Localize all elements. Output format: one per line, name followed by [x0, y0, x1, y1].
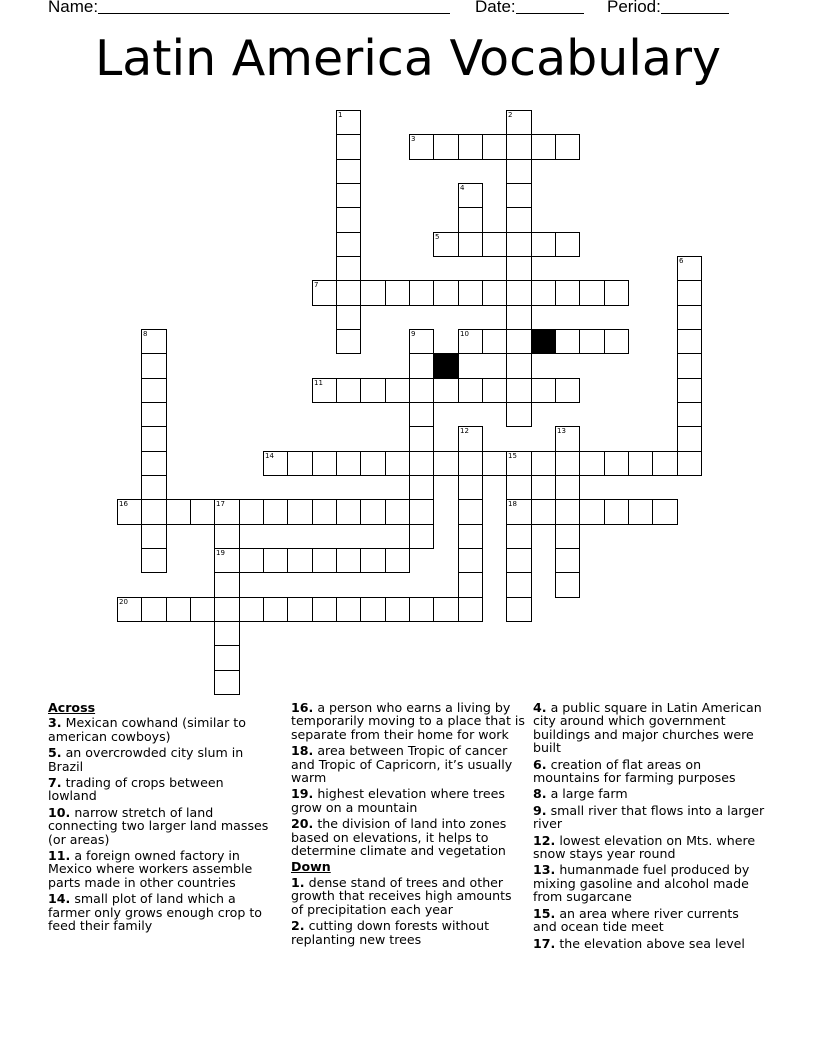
grid-cell[interactable]	[385, 597, 410, 622]
grid-cell[interactable]	[336, 305, 361, 330]
grid-cell[interactable]	[312, 280, 337, 306]
grid-cell[interactable]	[239, 548, 264, 573]
grid-cell[interactable]	[458, 280, 483, 306]
grid-cell[interactable]	[458, 475, 483, 500]
grid-cell[interactable]	[336, 329, 361, 354]
clue-item	[533, 701, 765, 755]
grid-cell[interactable]	[531, 499, 556, 525]
clue-item	[48, 716, 274, 743]
clue-text: trading of crops between lowland	[48, 775, 224, 804]
clue-item	[48, 746, 274, 773]
clue-item	[48, 806, 274, 846]
clue-number: 11	[314, 379, 323, 387]
grid-cell[interactable]	[506, 232, 532, 257]
across-clue-list-continued	[291, 701, 527, 857]
grid-cell[interactable]	[336, 183, 361, 208]
grid-cell[interactable]	[531, 232, 556, 257]
grid-cell[interactable]	[360, 378, 386, 403]
clue-number: 1.	[291, 874, 305, 890]
grid-cell[interactable]	[433, 378, 459, 403]
grid-cell[interactable]	[458, 378, 483, 403]
grid-cell[interactable]	[263, 451, 288, 476]
grid-cell[interactable]	[409, 524, 434, 549]
grid-cell[interactable]	[458, 426, 483, 452]
grid-cell[interactable]	[433, 232, 459, 257]
grid-cell[interactable]	[506, 353, 532, 379]
clue-number: 4	[460, 184, 465, 192]
grid-cell[interactable]	[677, 305, 702, 330]
grid-cell[interactable]	[531, 280, 556, 306]
grid-cell[interactable]	[141, 402, 167, 427]
grid-cell[interactable]	[336, 207, 361, 233]
grid-cell[interactable]	[506, 134, 532, 160]
grid-cell[interactable]	[190, 499, 215, 525]
clue-item	[291, 919, 527, 946]
clue-number: 15.	[533, 905, 556, 921]
clue-number: 3.	[48, 715, 62, 731]
clues-column-3	[533, 701, 765, 953]
grid-cell[interactable]	[263, 499, 288, 525]
grid-cell[interactable]	[336, 378, 361, 403]
grid-cell[interactable]	[214, 572, 240, 598]
grid-cell[interactable]	[677, 378, 702, 403]
clue-number: 17.	[533, 935, 556, 951]
clue-item	[291, 744, 527, 784]
grid-cell[interactable]	[214, 597, 240, 622]
grid-cell[interactable]	[409, 451, 434, 476]
grid-cell[interactable]	[409, 280, 434, 306]
clue-number: 5	[435, 233, 440, 241]
grid-cell[interactable]	[141, 499, 167, 525]
grid-cell[interactable]	[579, 329, 605, 354]
clue-number: 8.	[533, 786, 547, 802]
grid-cell[interactable]	[506, 402, 532, 427]
grid-cell[interactable]	[336, 256, 361, 281]
grid-cell[interactable]	[360, 597, 386, 622]
grid-cell[interactable]	[652, 451, 678, 476]
page-title: Latin America Vocabulary	[94, 30, 722, 87]
grid-cell[interactable]	[214, 670, 240, 695]
grid-cell[interactable]	[117, 597, 142, 622]
grid-cell[interactable]	[458, 499, 483, 525]
grid-cell[interactable]	[263, 597, 288, 622]
clue-number: 12.	[533, 832, 556, 848]
grid-cell[interactable]	[555, 134, 580, 160]
grid-cell[interactable]	[385, 378, 410, 403]
clue-item	[533, 863, 765, 903]
clue-item	[48, 849, 274, 889]
date-label: Date:	[475, 0, 516, 16]
grid-cell[interactable]	[531, 134, 556, 160]
period-label: Period:	[607, 0, 661, 16]
clue-number: 2.	[291, 918, 305, 934]
grid-cell[interactable]	[506, 451, 532, 476]
grid-cell[interactable]	[579, 499, 605, 525]
grid-cell[interactable]	[336, 110, 361, 135]
grid-cell[interactable]	[336, 280, 361, 306]
grid-cell[interactable]	[141, 548, 167, 573]
clue-number: 16.	[291, 700, 314, 715]
grid-cell[interactable]	[628, 499, 653, 525]
grid-cell[interactable]	[628, 451, 653, 476]
clue-text: small plot of land which a farmer only grows enough crop to feed their family	[48, 891, 262, 934]
grid-cell[interactable]	[433, 597, 459, 622]
grid-cell[interactable]	[458, 329, 483, 354]
clue-item	[533, 834, 765, 861]
grid-cell[interactable]	[409, 475, 434, 500]
grid-cell[interactable]	[555, 548, 580, 573]
grid-cell[interactable]	[360, 280, 386, 306]
grid-cell[interactable]	[458, 572, 483, 598]
grid-cell[interactable]	[336, 134, 361, 160]
grid-cell[interactable]	[239, 499, 264, 525]
grid-cell[interactable]	[190, 597, 215, 622]
grid-cell[interactable]	[385, 548, 410, 573]
clue-number: 19.	[291, 786, 314, 802]
grid-cell[interactable]	[433, 451, 459, 476]
grid-cell[interactable]	[677, 329, 702, 354]
clue-number: 19	[216, 549, 225, 557]
grid-cell[interactable]	[482, 451, 507, 476]
grid-cell[interactable]	[385, 451, 410, 476]
clue-text: narrow stretch of land connecting two larger land masses (or areas)	[48, 804, 269, 847]
grid-cell[interactable]	[409, 597, 434, 622]
grid-cell[interactable]	[287, 597, 313, 622]
grid-cell[interactable]	[579, 451, 605, 476]
clue-item	[48, 892, 274, 932]
grid-cell[interactable]	[433, 280, 459, 306]
grid-cell[interactable]	[677, 353, 702, 379]
grid-cell[interactable]	[482, 232, 507, 257]
grid-cell[interactable]	[604, 499, 629, 525]
grid-cell[interactable]	[482, 134, 507, 160]
clue-text: an area where river currents and ocean tide meet	[533, 905, 739, 935]
grid-cell[interactable]	[555, 572, 580, 598]
grid-cell[interactable]	[506, 378, 532, 403]
clues-column-1	[48, 701, 274, 936]
clue-number: 12	[460, 427, 469, 435]
grid-cell[interactable]	[555, 378, 580, 403]
name-label: Name:	[48, 0, 99, 16]
clue-text: the division of land into zones based on elevations, it helps to determine climate and vegetation	[291, 816, 507, 859]
clue-text: creation of flat areas on mountains for farming purposes	[533, 756, 736, 786]
grid-cell[interactable]	[214, 524, 240, 549]
clue-item	[48, 776, 274, 803]
grid-cell[interactable]	[239, 597, 264, 622]
clue-item	[533, 787, 765, 800]
grid-cell[interactable]	[409, 378, 434, 403]
grid-cell[interactable]	[677, 426, 702, 452]
grid-cell[interactable]	[287, 451, 313, 476]
clue-item	[291, 876, 527, 916]
grid-cell[interactable]	[506, 305, 532, 330]
grid-cell[interactable]	[336, 232, 361, 257]
grid-cell[interactable]	[336, 548, 361, 573]
grid-cell[interactable]	[506, 475, 532, 500]
grid-cell[interactable]	[141, 378, 167, 403]
grid-cell[interactable]	[677, 402, 702, 427]
clue-number: 6.	[533, 756, 547, 772]
grid-cell[interactable]	[555, 499, 580, 525]
clue-text: cutting down forests without replanting new trees	[291, 918, 490, 947]
clue-item	[533, 804, 765, 831]
grid-cell[interactable]	[555, 451, 580, 476]
grid-cell[interactable]	[360, 499, 386, 525]
grid-cell[interactable]	[555, 280, 580, 306]
clue-number: 13	[557, 427, 566, 435]
clue-number: 3	[411, 135, 416, 143]
clue-number: 2	[508, 111, 513, 119]
clue-item	[291, 701, 527, 741]
clue-number: 13.	[533, 862, 556, 878]
grid-cell[interactable]	[604, 451, 629, 476]
grid-cell[interactable]	[385, 280, 410, 306]
clue-item	[533, 907, 765, 934]
grid-cell[interactable]	[506, 597, 532, 622]
clue-text: a person who earns a living by temporarily moving to a place that is separate from their home for work	[291, 700, 525, 742]
grid-cell[interactable]	[409, 353, 434, 379]
clue-number: 7	[314, 281, 319, 289]
clue-number: 20.	[291, 816, 314, 832]
grid-cell[interactable]	[141, 426, 167, 452]
grid-cell[interactable]	[604, 329, 629, 354]
clue-number: 1	[338, 111, 343, 119]
grid-cell[interactable]	[360, 451, 386, 476]
grid-cell[interactable]	[141, 597, 167, 622]
grid-cell[interactable]	[287, 499, 313, 525]
across-heading: Across	[48, 700, 96, 715]
grid-cell[interactable]	[141, 353, 167, 379]
grid-cell[interactable]	[506, 524, 532, 549]
grid-cell[interactable]	[336, 451, 361, 476]
clue-text: a public square in Latin American city around which government buildings and major churches were built	[533, 700, 762, 756]
grid-cell[interactable]	[214, 645, 240, 671]
grid-cell[interactable]	[458, 207, 483, 233]
clue-number: 10	[460, 330, 469, 338]
grid-cell[interactable]	[506, 110, 532, 135]
grid-cell[interactable]	[409, 499, 434, 525]
clue-text: area between Tropic of cancer and Tropic of Capricorn, it’s usually warm	[291, 743, 513, 786]
clue-text: the elevation above sea level	[559, 935, 745, 951]
grid-cell[interactable]	[141, 524, 167, 549]
clue-item	[291, 817, 527, 857]
grid-cell[interactable]	[287, 548, 313, 573]
clue-item	[533, 758, 765, 785]
clue-text: a foreign owned factory in Mexico where workers assemble parts made in other countries	[48, 848, 253, 890]
grid-cell[interactable]	[579, 280, 605, 306]
grid-cell[interactable]	[677, 451, 702, 476]
across-clue-list	[48, 716, 274, 932]
clue-text: lowest elevation on Mts. where snow stays year round	[533, 832, 756, 862]
clue-text: humanmade fuel produced by mixing gasoline and alcohol made from sugarcane	[533, 862, 750, 905]
grid-cell[interactable]	[506, 256, 532, 281]
clue-number: 17	[216, 500, 225, 508]
grid-cell[interactable]	[555, 232, 580, 257]
clue-number: 9.	[533, 802, 547, 818]
grid-cell[interactable]	[433, 134, 459, 160]
grid-cell[interactable]	[506, 548, 532, 573]
down-heading: Down	[291, 859, 331, 875]
black-cell	[531, 329, 556, 354]
clue-text: small river that flows into a larger river	[533, 802, 765, 832]
clue-number: 15	[508, 452, 517, 460]
grid-cell[interactable]	[531, 451, 556, 476]
grid-cell[interactable]	[409, 426, 434, 452]
grid-cell[interactable]	[336, 159, 361, 184]
grid-cell[interactable]	[677, 280, 702, 306]
grid-cell[interactable]	[458, 183, 483, 208]
grid-cell[interactable]	[482, 378, 507, 403]
grid-cell[interactable]	[141, 475, 167, 500]
clue-item	[533, 937, 765, 950]
grid-cell[interactable]	[214, 548, 240, 573]
grid-cell[interactable]	[312, 451, 337, 476]
grid-cell[interactable]	[506, 329, 532, 354]
grid-cell[interactable]	[312, 499, 337, 525]
clue-number: 14	[265, 452, 274, 460]
grid-cell[interactable]	[506, 280, 532, 306]
clue-item	[291, 787, 527, 814]
grid-cell[interactable]	[458, 548, 483, 573]
grid-cell[interactable]	[506, 159, 532, 184]
clue-number: 10.	[48, 804, 71, 820]
grid-cell[interactable]	[555, 475, 580, 500]
grid-cell[interactable]	[214, 621, 240, 646]
clue-number: 9	[411, 330, 416, 338]
grid-cell[interactable]	[555, 426, 580, 452]
clue-number: 11.	[48, 848, 71, 864]
grid-cell[interactable]	[458, 524, 483, 549]
clue-text: a large farm	[550, 786, 628, 802]
clue-number: 7.	[48, 775, 62, 791]
down-clue-list	[291, 876, 527, 946]
grid-cell[interactable]	[141, 329, 167, 354]
grid-cell[interactable]	[214, 499, 240, 525]
clue-number: 8	[143, 330, 148, 338]
grid-cell[interactable]	[506, 207, 532, 233]
grid-cell[interactable]	[385, 499, 410, 525]
grid-cell[interactable]	[506, 572, 532, 598]
grid-cell[interactable]	[458, 597, 483, 622]
grid-cell[interactable]	[166, 597, 191, 622]
grid-cell[interactable]	[555, 329, 580, 354]
grid-cell[interactable]	[409, 134, 434, 160]
grid-cell[interactable]	[604, 280, 629, 306]
grid-cell[interactable]	[117, 499, 142, 525]
down-clue-list-continued	[533, 701, 765, 950]
grid-cell[interactable]	[506, 499, 532, 525]
grid-cell[interactable]	[458, 134, 483, 160]
grid-cell[interactable]	[458, 451, 483, 476]
grid-cell[interactable]	[458, 232, 483, 257]
grid-cell[interactable]	[336, 499, 361, 525]
clue-text: Mexican cowhand (similar to american cowboys)	[48, 715, 246, 744]
clues-column-2	[291, 701, 527, 949]
grid-cell[interactable]	[677, 256, 702, 281]
grid-cell[interactable]	[409, 329, 434, 354]
clue-number: 4.	[533, 700, 547, 715]
grid-cell[interactable]	[555, 524, 580, 549]
clue-number: 18.	[291, 743, 314, 759]
clue-number: 5.	[48, 745, 62, 761]
clue-number: 16	[119, 500, 128, 508]
grid-cell[interactable]	[166, 499, 191, 525]
grid-cell[interactable]	[360, 548, 386, 573]
clue-number: 18	[508, 500, 517, 508]
clue-text: highest elevation where trees grow on a mountain	[291, 786, 505, 815]
grid-cell[interactable]	[312, 378, 337, 403]
grid-cell[interactable]	[263, 548, 288, 573]
grid-cell[interactable]	[336, 597, 361, 622]
grid-cell[interactable]	[482, 280, 507, 306]
grid-cell[interactable]	[141, 451, 167, 476]
grid-cell[interactable]	[409, 402, 434, 427]
grid-cell[interactable]	[652, 499, 678, 525]
grid-cell[interactable]	[531, 378, 556, 403]
clue-number: 20	[119, 598, 128, 606]
grid-cell[interactable]	[312, 548, 337, 573]
grid-cell[interactable]	[506, 183, 532, 208]
grid-cell[interactable]	[482, 329, 507, 354]
black-cell	[433, 353, 459, 379]
grid-cell[interactable]	[312, 597, 337, 622]
clue-text: dense stand of trees and other growth that receives high amounts of precipitation each year	[291, 874, 512, 917]
clue-number: 14.	[48, 891, 71, 907]
clue-number: 6	[679, 257, 684, 265]
clue-text: an overcrowded city slum in Brazil	[48, 745, 244, 774]
